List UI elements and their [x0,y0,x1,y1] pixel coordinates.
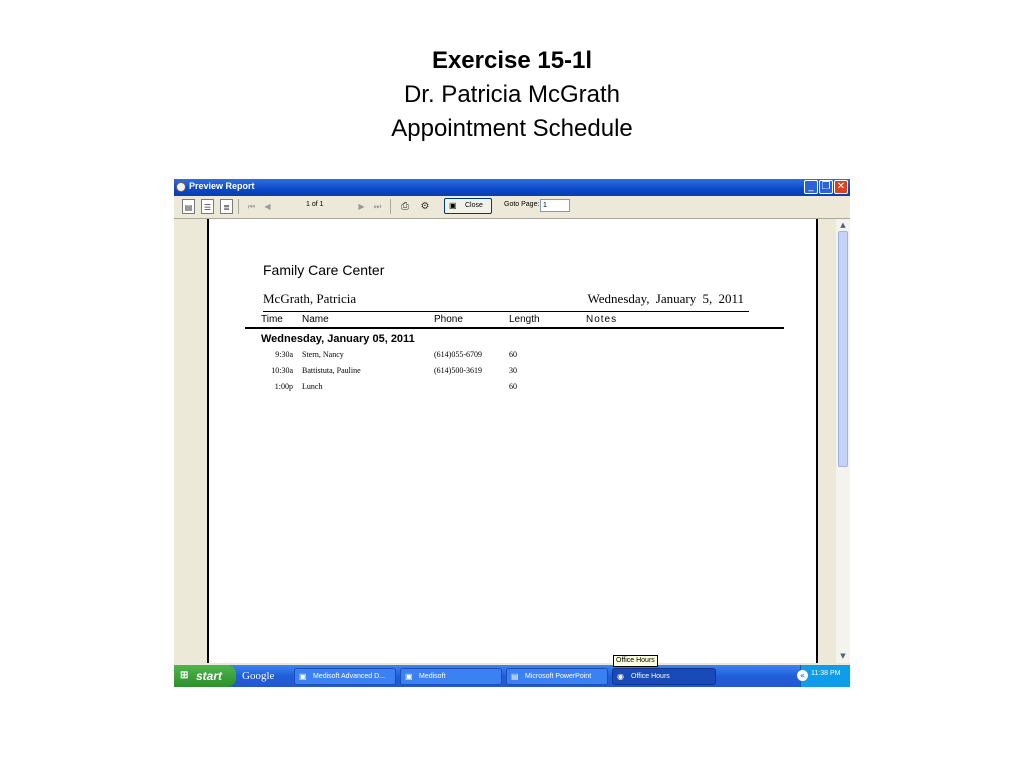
report-provider: McGrath, Patricia [263,291,357,306]
divider-line [263,311,749,312]
appt-time: 10:30a [271,366,293,375]
print-icon[interactable]: ⎙ [401,201,409,212]
printer-setup-icon[interactable]: ⚙ [420,201,430,212]
task-label: Microsoft PowerPoint [525,673,592,680]
appt-length: 60 [509,350,517,359]
start-button[interactable] [174,665,236,687]
task-medisoft[interactable] [400,668,502,685]
prev-page-icon[interactable]: ◀ [264,202,271,211]
appt-name: Stern, Nancy [302,350,344,359]
taskbar-tooltip: Office Hours [613,655,658,667]
clock[interactable]: 11:38 PM [811,670,841,677]
appointment-row [209,382,769,398]
medisoft-icon: ▣ [405,672,413,681]
windows-logo-icon: ⊞ [180,670,189,681]
window-close-button[interactable]: ✕ [834,180,848,194]
page-width-icon[interactable]: ☰ [201,199,214,214]
window-titlebar[interactable] [174,179,850,196]
column-header-length: Length [509,314,540,325]
page-count: 1 of 1 [306,201,324,208]
next-page-icon[interactable]: ▶ [358,202,365,211]
whole-page-icon[interactable]: ▤ [182,199,195,214]
last-page-icon[interactable]: ⏭ [373,202,382,211]
minimize-button[interactable]: _ [804,180,818,194]
door-icon: ▣ [449,201,457,210]
task-label: Medisoft [419,673,446,680]
show-hidden-icons-icon[interactable]: « [797,670,808,681]
google-toolbar[interactable]: Google [242,670,275,682]
task-label: Office Hours [631,673,670,680]
preview-area [174,219,836,663]
appt-phone: (614)055-6709 [434,350,482,359]
slide-title-line1: Exercise 15-1l [431,47,593,74]
scroll-up-icon[interactable]: ▲ [840,221,846,229]
report-company: Family Care Center [263,262,385,278]
vertical-scrollbar[interactable] [836,219,850,663]
task-medisoft-advanced[interactable] [294,668,396,685]
preview-toolbar [174,196,850,219]
column-header-phone: Phone [434,314,463,325]
appt-time: 9:30a [275,350,293,359]
column-header-notes: Notes [586,314,618,325]
office-hours-icon: ◉ [617,672,624,681]
goto-page-input[interactable]: 1 [540,199,570,212]
appt-name: Lunch [302,382,323,391]
divider-line [245,327,784,329]
slide-title-line2: Dr. Patricia McGrath [403,81,621,108]
day-header: Wednesday, January 05, 2011 [261,333,415,345]
restore-button[interactable]: ❐ [819,180,833,194]
window-title: Preview Report [189,181,255,191]
task-office-hours[interactable] [612,668,716,685]
scroll-down-icon[interactable]: ▼ [840,652,846,660]
full-size-icon[interactable]: ≣ [220,199,233,214]
appt-name: Battistuta, Pauline [302,366,361,375]
app-icon [176,182,186,192]
system-tray [800,665,850,687]
report-date: Wednesday, January 5, 2011 [587,291,744,306]
preview-report-window [174,179,850,687]
first-page-icon[interactable]: ⏮ [247,202,256,211]
close-button-label: Close [465,202,483,209]
appt-time: 1:00p [274,382,293,391]
appt-length: 30 [509,366,517,375]
appt-length: 60 [509,382,517,391]
powerpoint-icon: ▤ [511,672,519,681]
appointment-row [209,350,769,366]
slide-heading [0,44,1024,146]
task-label: Medisoft Advanced D... [313,673,385,680]
slide-title-line3: Appointment Schedule [391,115,633,142]
toolbar-divider [390,199,391,214]
column-header-time: Time [261,314,283,325]
taskbar [174,665,850,687]
scroll-thumb[interactable] [838,231,848,467]
close-button[interactable] [444,198,492,214]
appointment-row [209,366,769,382]
medisoft-icon: ▣ [299,672,307,681]
start-label: start [196,669,223,683]
column-header-name: Name [302,314,329,325]
toolbar-divider [238,199,239,214]
report-page [207,219,818,663]
appt-phone: (614)500-3619 [434,366,482,375]
goto-page-label: Goto Page: [504,201,540,208]
task-powerpoint[interactable] [506,668,608,685]
